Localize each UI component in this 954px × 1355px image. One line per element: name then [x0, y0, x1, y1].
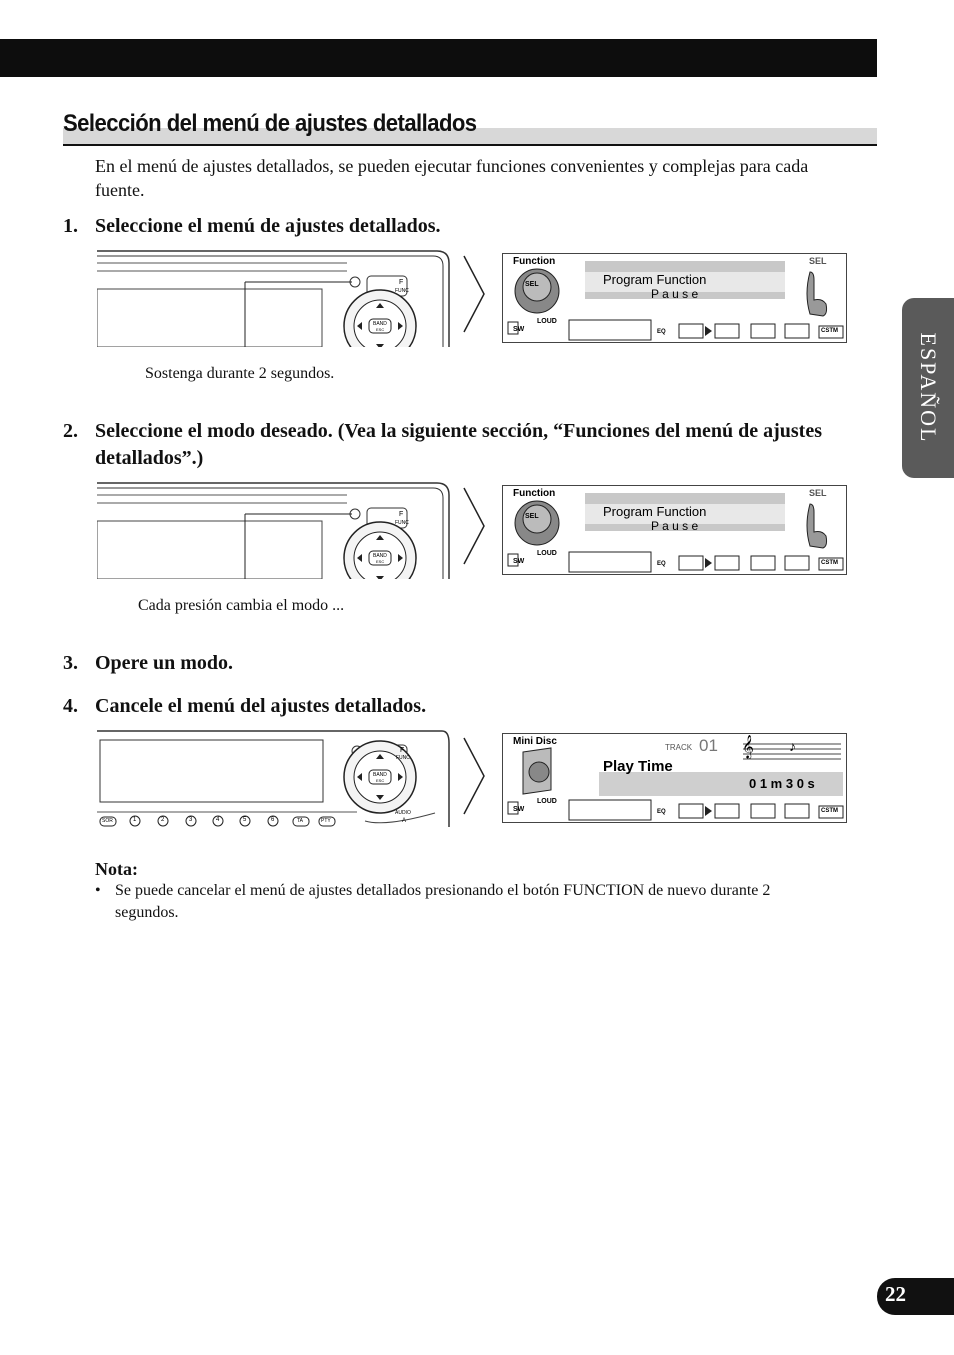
loud-label: LOUD — [537, 318, 557, 325]
display-mode-label: Function — [513, 256, 556, 267]
page-number: 22 — [885, 1282, 906, 1306]
step-text: Opere un modo. — [95, 652, 233, 674]
esc-label: ESC — [376, 778, 385, 783]
preset-ta[interactable]: TA — [297, 818, 304, 824]
display-mode-label: Function — [513, 488, 556, 499]
eq-label: EQ — [657, 561, 666, 567]
bullet: • — [95, 882, 101, 899]
display-minidisc — [502, 733, 847, 823]
headunit-illustration-2 — [97, 481, 450, 579]
step-4 — [63, 693, 855, 720]
step-number: 3. — [63, 652, 78, 674]
step-number: 2. — [63, 420, 78, 442]
dial-label: SEL — [525, 281, 539, 288]
func-button-label: F — [399, 279, 404, 286]
sw-label: SW — [513, 558, 525, 565]
music-note-icon: ♪ — [789, 738, 796, 754]
headunit-illustration-3 — [97, 729, 451, 827]
display-line-1: Program Function — [603, 272, 707, 287]
band-label: BAND — [373, 321, 387, 327]
caption-step-2: Cada presión cambia el modo ... — [138, 597, 345, 614]
func-button-label: F — [400, 747, 405, 754]
a-label: A — [402, 818, 407, 824]
language-label: ESPAÑOL — [916, 332, 941, 444]
language-tab — [902, 298, 954, 478]
display-function-2 — [502, 485, 847, 575]
step-2 — [63, 418, 855, 472]
preset-5[interactable]: 5 — [243, 817, 247, 823]
sel-label: SEL — [809, 256, 827, 266]
display-line-2: P a u s e — [651, 287, 699, 301]
header-bar — [0, 39, 877, 77]
eq-label: EQ — [657, 809, 666, 815]
preset-4[interactable]: 4 — [216, 817, 220, 823]
func-label: FUNC — [396, 755, 410, 761]
sw-label: SW — [513, 806, 525, 813]
preset-sor[interactable]: SOR — [102, 818, 113, 824]
func-label: FUNC — [395, 520, 409, 526]
esc-label: ESC — [376, 327, 385, 332]
arrow-icon — [462, 736, 486, 816]
dial-label: SEL — [525, 513, 539, 520]
cstm-label: CSTM — [821, 808, 838, 814]
display-line-1: Program Function — [603, 504, 707, 519]
step-text: Seleccione el menú de ajustes detallados. — [95, 215, 441, 237]
preset-3[interactable]: 3 — [189, 817, 193, 823]
preset-2[interactable]: 2 — [161, 817, 165, 823]
note-text: Se puede cancelar el menú de ajustes detallados presionando el botón FUNCTION de nuevo durante 2 segundos. — [115, 882, 771, 921]
band-label: BAND — [373, 553, 387, 559]
sel-label: SEL — [809, 488, 827, 498]
esc-label: ESC — [376, 559, 385, 564]
func-button-label: F — [399, 511, 404, 518]
preset-pty[interactable]: PTY — [321, 818, 331, 824]
step-text: Seleccione el modo deseado. (Vea la siguiente sección, “Funciones del menú de ajustes detallados”.) — [95, 420, 823, 469]
step-1 — [63, 213, 855, 240]
track-number: 01 — [699, 736, 718, 755]
func-label: FUNC — [395, 288, 409, 294]
treble-clef-icon: 𝄞 — [742, 736, 754, 758]
page-number-badge — [877, 1278, 954, 1315]
display-line-2: P a u s e — [651, 519, 699, 533]
arrow-icon — [462, 254, 486, 334]
track-label: TRACK — [665, 743, 693, 752]
cstm-label: CSTM — [821, 328, 838, 334]
arrow-icon — [462, 486, 486, 566]
preset-6[interactable]: 6 — [271, 817, 275, 823]
note-title: Nota: — [95, 859, 138, 879]
display-mode-label: Mini Disc — [513, 736, 557, 747]
step-number: 1. — [63, 215, 78, 237]
title-rule — [63, 144, 877, 146]
cstm-label: CSTM — [821, 560, 838, 566]
eq-label: EQ — [657, 329, 666, 335]
loud-label: LOUD — [537, 798, 557, 805]
caption-step-1: Sostenga durante 2 segundos. — [145, 365, 335, 382]
step-3 — [63, 650, 855, 677]
section-title: Selección del menú de ajustes detallados — [63, 110, 477, 137]
section-header — [63, 110, 877, 146]
band-label: BAND — [373, 772, 387, 778]
step-number: 4. — [63, 695, 78, 717]
preset-1[interactable]: 1 — [133, 817, 137, 823]
display-function-1 — [502, 253, 847, 343]
note-item — [95, 880, 815, 924]
play-time-label: Play Time — [603, 758, 673, 775]
sw-label: SW — [513, 326, 525, 333]
step-text: Cancele el menú del ajustes detallados. — [95, 695, 427, 717]
audio-label: AUDIO — [395, 810, 411, 816]
headunit-illustration-1 — [97, 249, 450, 347]
loud-label: LOUD — [537, 550, 557, 557]
play-time-value: 0 1 m 3 0 s — [749, 776, 815, 791]
intro-paragraph: En el menú de ajustes detallados, se pueden ejecutar funciones convenientes y complejas para cada fuente. — [95, 156, 809, 200]
